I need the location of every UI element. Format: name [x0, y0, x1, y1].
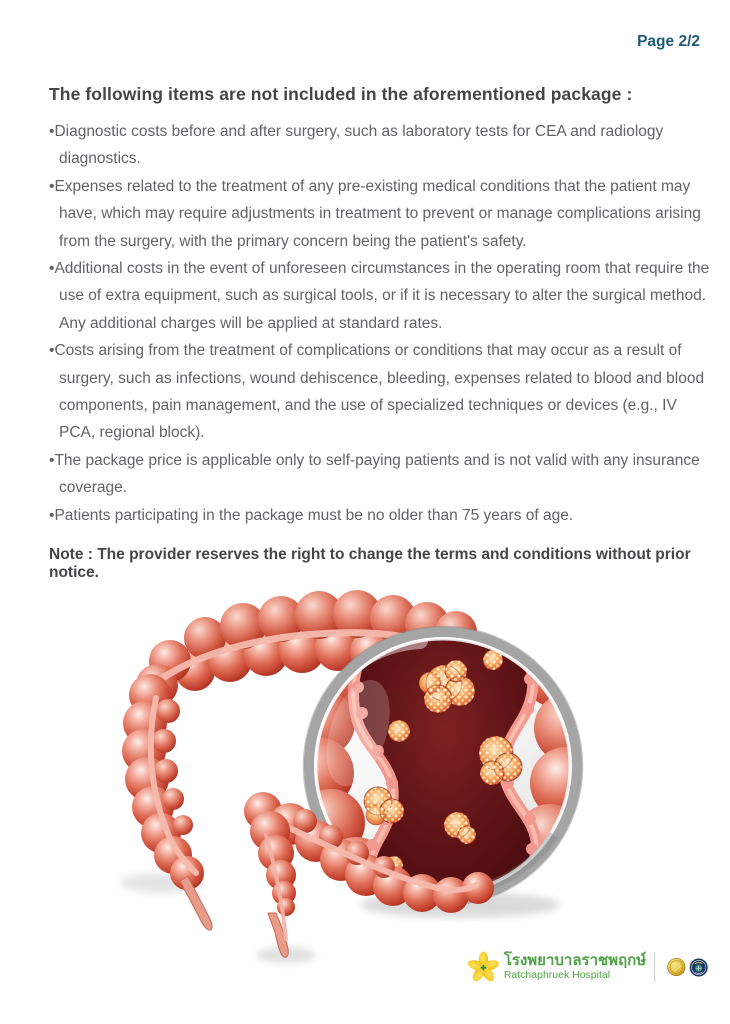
rectum [250, 811, 296, 957]
colon-cancer-illustration [100, 583, 630, 973]
gold-medal-icon [667, 953, 686, 981]
hospital-footer-brand [468, 941, 708, 993]
list-item: • Patients participating in the package must be no older than 75 years of age. [49, 502, 713, 529]
list-item: • Costs arising from the treatment of complications or conditions that may occur as a result of surgery, such as infections, wound dehiscence, bleeding, expenses related to blood and blood components, pain management, and the use of specialized techniques or devices (e.g., IV PCA, regional block). [49, 337, 713, 447]
accreditation-badge-icon [689, 953, 708, 982]
hospital-name-thai: โรงพยาบาลราชพฤกษ์ [503, 951, 647, 969]
exclusions-list [49, 118, 713, 529]
list-item: • Expenses related to the treatment of any pre-existing medical conditions that the patient may have, which may require adjustments in treatment to prevent or manage complications arising from the surgery, with the primary concern being the patient's safety. [49, 173, 713, 255]
list-item: • Diagnostic costs before and after surgery, such as laboratory tests for CEA and radiology diagnostics. [49, 118, 713, 173]
note-text: Note : The provider reserves the right to change the terms and conditions without prior notice. [49, 546, 691, 581]
hospital-flower-logo [468, 945, 499, 989]
footer-divider [654, 952, 655, 982]
page-title: The following items are not included in the aforementioned package : [49, 84, 633, 104]
list-item: • The package price is applicable only to self-paying patients and is not valid with any insurance coverage. [49, 447, 713, 502]
list-item: • Additional costs in the event of unforeseen circumstances in the operating room that require the use of extra equipment, such as surgical tools, or if it is necessary to alter the surgical method. Any additional charges will be applied at standard rates. [49, 255, 713, 337]
page-number: Page 2/2 [637, 33, 700, 50]
hospital-name-english: Ratchaphruek Hospital [503, 968, 611, 981]
